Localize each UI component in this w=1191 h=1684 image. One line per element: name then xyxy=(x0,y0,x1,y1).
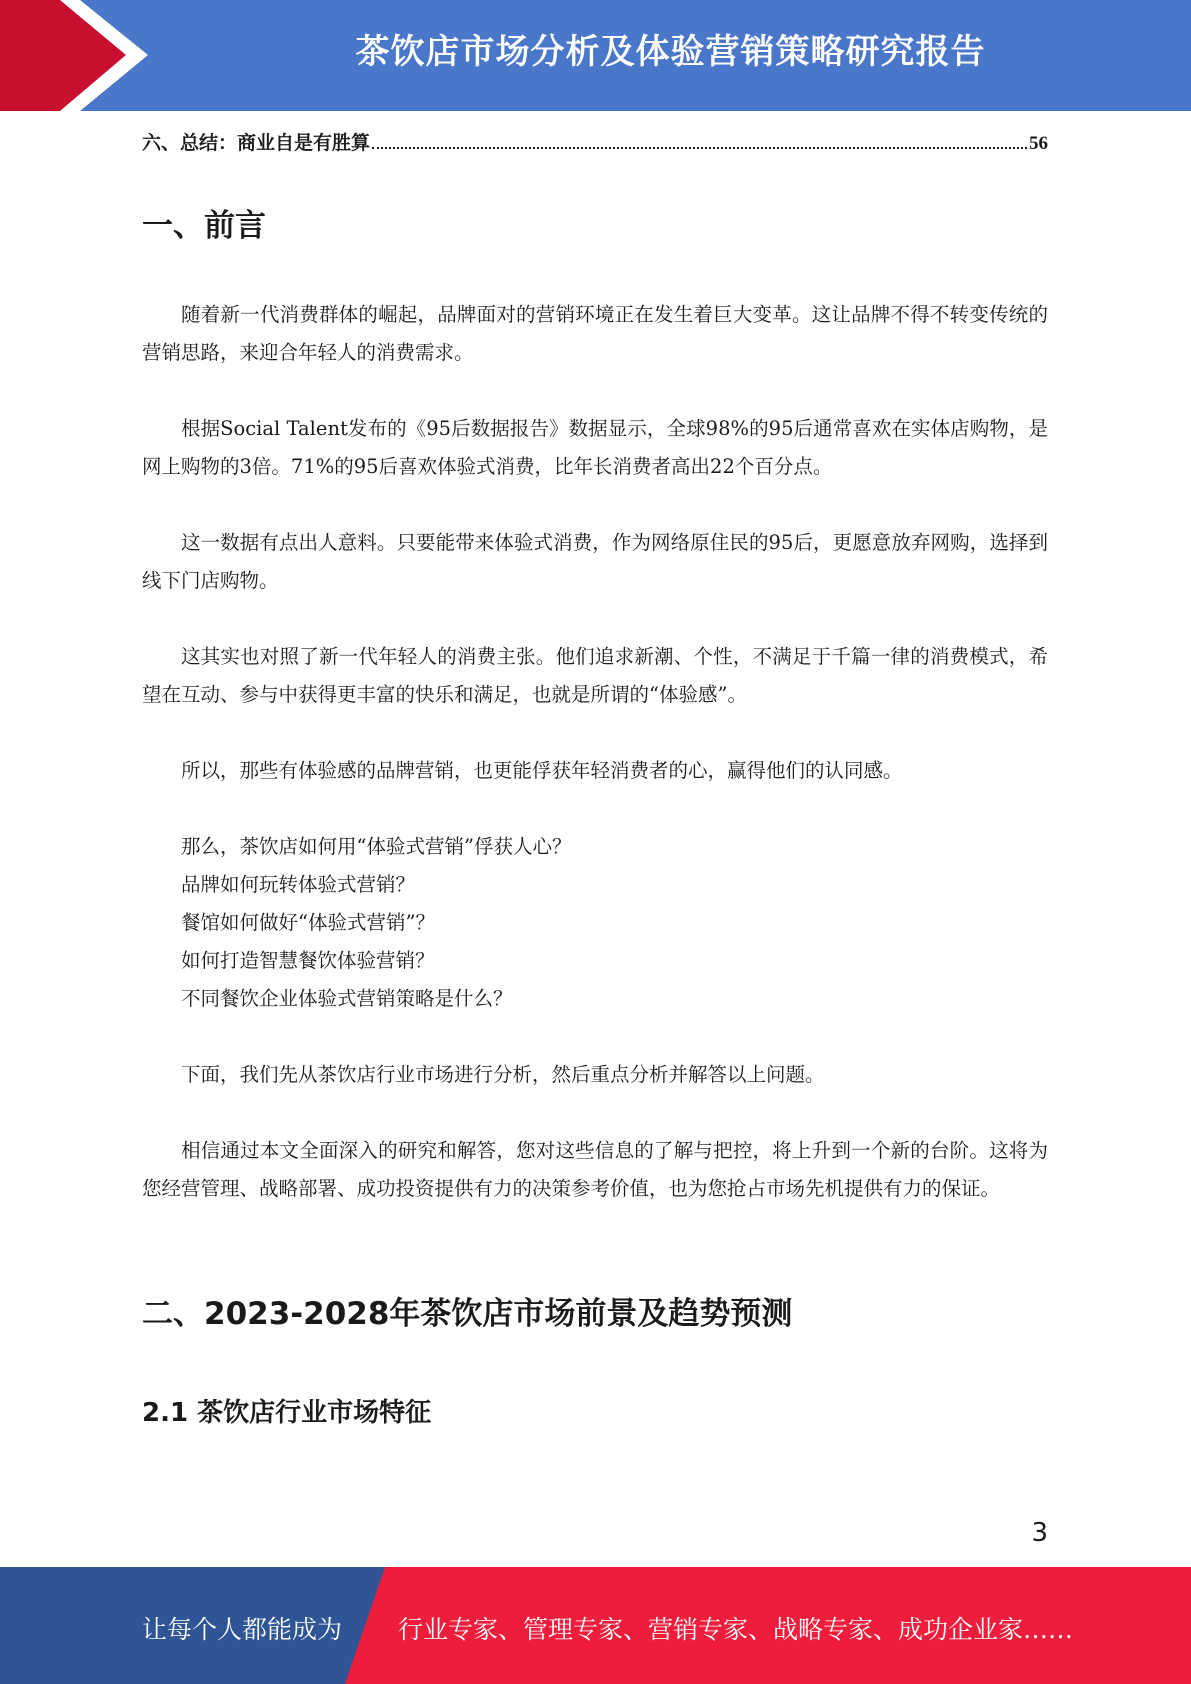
paragraph: 随着新一代消费群体的崛起，品牌面对的营销环境正在发生着巨大变革。这让品牌不得不转变传统的营销思路，来迎合年轻人的消费需求。 xyxy=(142,303,1048,364)
paragraph: 根据Social Talent发布的《95后数据报告》数据显示，全球98%的95后通常喜欢在实体店购物，是网上购物的3倍。71%的95后喜欢体验式消费，比年长消费者高出22个百分点。 xyxy=(142,417,1048,478)
question-list xyxy=(142,828,1048,1018)
question-item: 品牌如何玩转体验式营销？ xyxy=(181,873,416,896)
toc-entry[interactable] xyxy=(142,128,1048,160)
question-item: 餐馆如何做好“体验式营销”？ xyxy=(181,911,435,934)
paragraph: 所以，那些有体验感的品牌营销，也更能俘获年轻消费者的心，赢得他们的认同感。 xyxy=(181,759,903,782)
toc-leader-dots xyxy=(372,146,1027,149)
section-heading-forecast: 二、2023-2028年茶饮店市场前景及趋势预测 xyxy=(142,1296,793,1332)
footer-slogan-right: 行业专家、管理专家、营销专家、战略专家、成功企业家…… xyxy=(398,1615,1074,1644)
question-item: 不同餐饮企业体验式营销策略是什么？ xyxy=(181,987,513,1010)
paragraph: 这一数据有点出人意料。只要能带来体验式消费，作为网络原住民的95后，更愿意放弃网购，选择到线下门店购物。 xyxy=(142,531,1048,592)
header-arrow-decoration xyxy=(0,0,160,111)
question-item: 那么，茶饮店如何用“体验式营销”俘获人心？ xyxy=(181,835,572,858)
section-heading-preface: 一、前言 xyxy=(142,208,266,244)
header-banner xyxy=(0,0,1191,111)
toc-entry-label: 六、总结：商业自是有胜算 xyxy=(142,133,371,154)
subsection-heading: 2.1 茶饮店行业市场特征 xyxy=(142,1398,432,1428)
toc-entry-page: 56 xyxy=(1029,133,1048,154)
footer-banner xyxy=(0,1567,1191,1684)
preface-body xyxy=(142,296,1048,1246)
footer-slogan-left: 让每个人都能成为 xyxy=(142,1615,343,1644)
page-number: 3 xyxy=(1031,1518,1048,1548)
report-title: 茶饮店市场分析及体验营销策略研究报告 xyxy=(355,32,986,72)
paragraph: 下面，我们先从茶饮店行业市场进行分析，然后重点分析并解答以上问题。 xyxy=(181,1063,825,1086)
question-item: 如何打造智慧餐饮体验营销？ xyxy=(181,949,435,972)
paragraph: 相信通过本文全面深入的研究和解答，您对这些信息的了解与把控，将上升到一个新的台阶。这将为您经营管理、战略部署、成功投资提供有力的决策参考价值，也为您抢占市场先机提供有力的保证。 xyxy=(142,1139,1048,1200)
paragraph: 这其实也对照了新一代年轻人的消费主张。他们追求新潮、个性，不满足于千篇一律的消费模式，希望在互动、参与中获得更丰富的快乐和满足，也就是所谓的“体验感”。 xyxy=(142,645,1048,706)
